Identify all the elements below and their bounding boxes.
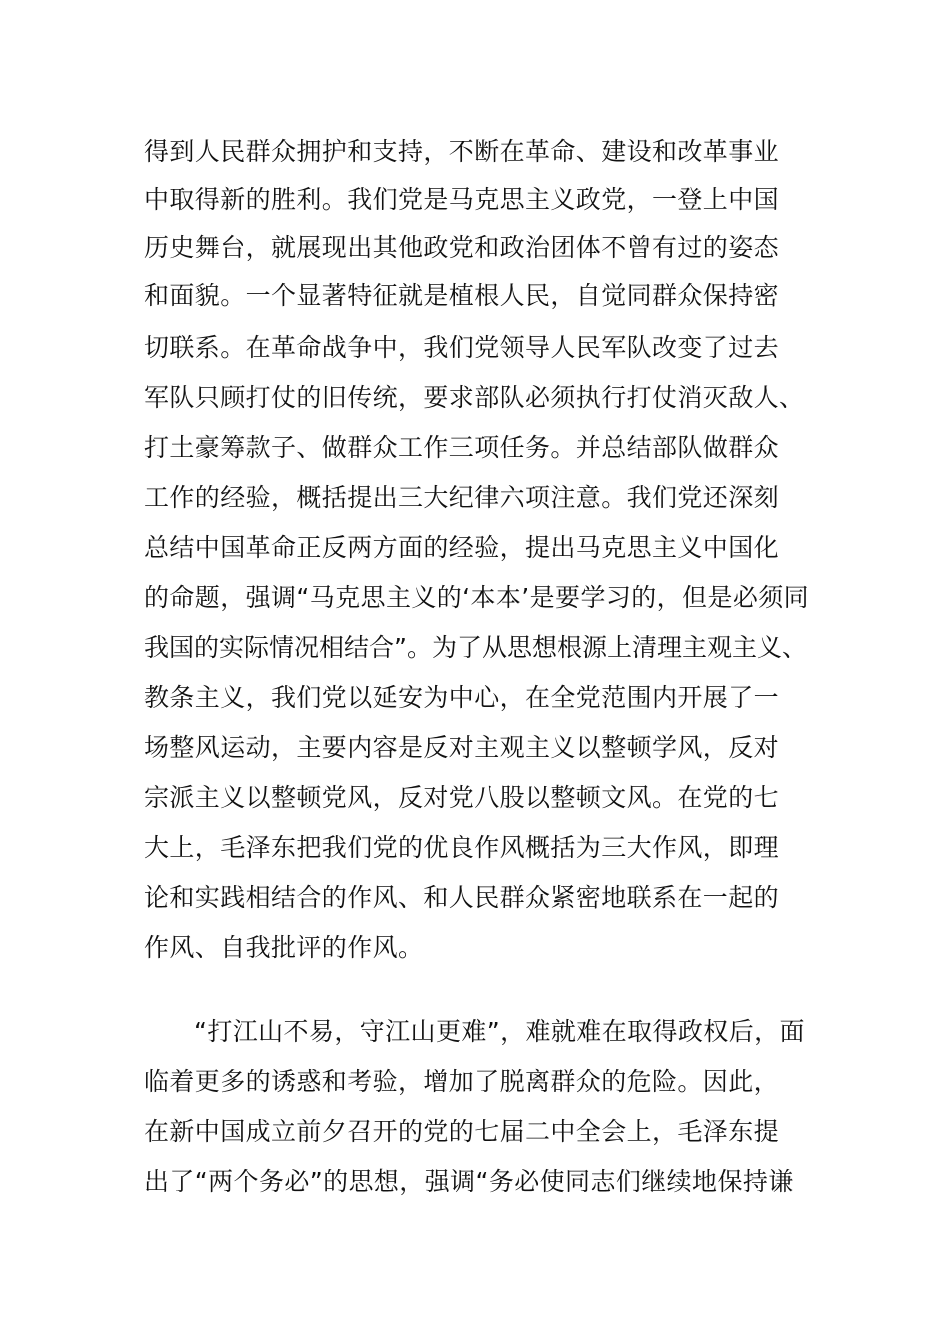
paragraph-2-line-4: 出了“两个务必”的思想，强调“务必使同志们继续地保持谦 bbox=[144, 1167, 794, 1196]
paragraph-1-line-13: 场整风运动，主要内容是反对主观主义以整顿学风，反对 bbox=[144, 733, 780, 762]
paragraph-1-line-7: 打土豪筹款子、做群众工作三项任务。并总结部队做群众 bbox=[144, 433, 780, 462]
paragraph-1-line-6: 军队只顾打仗的旧传统，要求部队必须执行打仗消灭敌人、 bbox=[144, 383, 805, 412]
paragraph-1-line-11: 我国的实际情况相结合”。为了从思想根源上清理主观主义、 bbox=[144, 633, 807, 662]
paragraph-2-line-1: “打江山不易，守江山更难”，难就难在取得政权后，面 bbox=[194, 1017, 805, 1046]
paragraph-1-line-1: 得到人民群众拥护和支持，不断在革命、建设和改革事业 bbox=[144, 137, 780, 166]
paragraph-1-line-10: 的命题，强调“马克思主义的‘本本’是要学习的，但是必须同 bbox=[144, 583, 810, 612]
paragraph-1-line-8: 工作的经验，概括提出三大纪律六项注意。我们党还深刻 bbox=[144, 483, 780, 512]
paragraph-1-line-4: 和面貌。一个显著特征就是植根人民，自觉同群众保持密 bbox=[144, 281, 780, 310]
paragraph-1-line-14: 宗派主义以整顿党风，反对党八股以整顿文风。在党的七 bbox=[144, 783, 780, 812]
paragraph-1-line-5: 切联系。在革命战争中，我们党领导人民军队改变了过去 bbox=[144, 333, 780, 362]
paragraph-1-line-12: 教条主义，我们党以延安为中心，在全党范围内开展了一 bbox=[144, 683, 780, 712]
paragraph-1-line-17: 作风、自我批评的作风。 bbox=[144, 933, 424, 962]
paragraph-1-line-9: 总结中国革命正反两方面的经验，提出马克思主义中国化 bbox=[144, 533, 780, 562]
paragraph-2-line-2: 临着更多的诱惑和考验，增加了脱离群众的危险。因此， bbox=[144, 1067, 780, 1096]
paragraph-1-line-16: 论和实践相结合的作风、和人民群众紧密地联系在一起的 bbox=[144, 883, 780, 912]
paragraph-1-line-3: 历史舞台，就展现出其他政党和政治团体不曾有过的姿态 bbox=[144, 233, 780, 262]
paragraph-1-line-15: 大上，毛泽东把我们党的优良作风概括为三大作风，即理 bbox=[144, 833, 780, 862]
paragraph-1-line-2: 中取得新的胜利。我们党是马克思主义政党，一登上中国 bbox=[144, 185, 780, 214]
paragraph-2-line-3: 在新中国成立前夕召开的党的七届二中全会上，毛泽东提 bbox=[144, 1117, 780, 1146]
